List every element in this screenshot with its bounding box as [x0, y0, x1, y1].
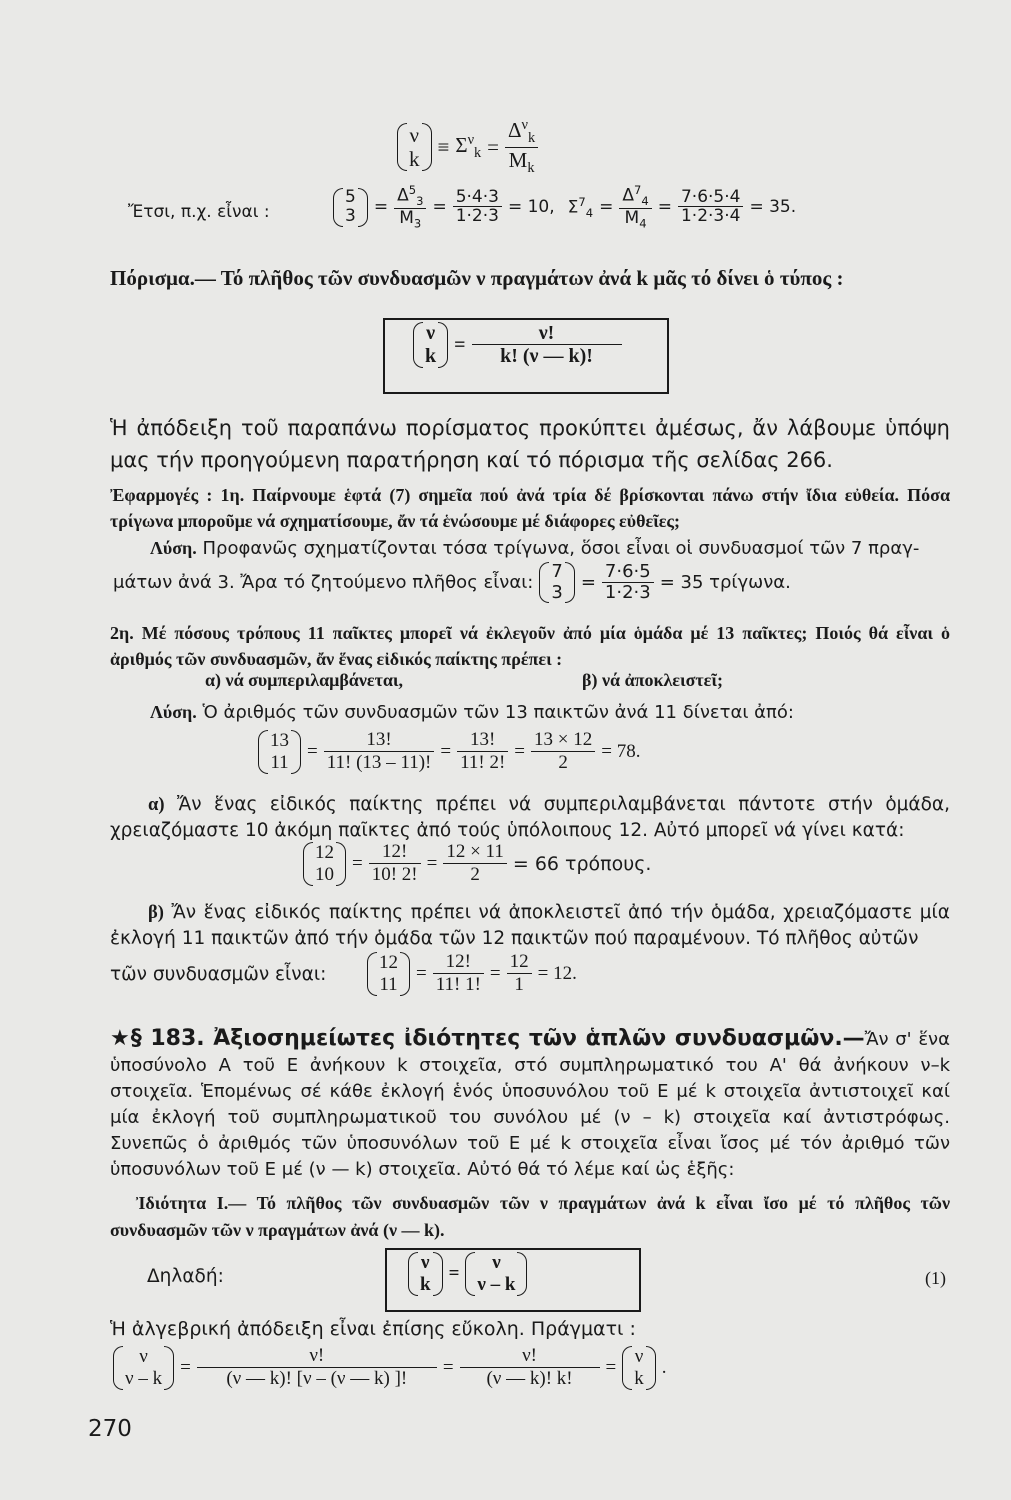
fraction: $\frac{5\cdot 4\cdot 3}{1\cdot 2\cdot 3}$ [453, 188, 502, 227]
formula-12-10: 12 10 = $\frac{12!}{10! 2!}$ = $\frac{12 \times 11}{2}$ = 66 τρόπους. [300, 842, 654, 886]
example-formula: 5 3 = $\frac{\Delta^5_3}{M_3}$ = $\frac{5\cdot 4\cdot 3}{1\cdot 2\cdot 3}$ = 10, $\Sigma^7_4$ = $\frac{\Delta^7_4}{M_4}$ = $\frac{7\cdot 6\cdot 5\cdot 4}{1\cdot 2\cdot 3\cdot 4}$ = 35. [330, 184, 799, 230]
fraction: $\frac{\Delta^\nu_k}{M_k}$ [505, 118, 538, 177]
binomial: ν k [408, 1252, 443, 1296]
fraction: $\frac{7\cdot 6\cdot 5\cdot 4}{1\cdot 2\cdot 3\cdot 4}$ [678, 188, 743, 227]
fraction: $\frac{7\cdot 6\cdot 5}{1\cdot 2\cdot 3}$ [602, 562, 654, 603]
binomial: ν ν – k [113, 1346, 174, 1390]
sigma-symbol: $\Sigma^\nu_k$ [455, 132, 482, 162]
fraction: $\frac{\Delta^7_4}{M_4}$ [619, 184, 651, 230]
formula-13-11: 13 11 = $\frac{13!}{11! (13 - 11)!}$ = $\frac{13!}{11! 2!}$ = $\frac{13 \times 12}{2}$ = 78. [255, 730, 643, 774]
fraction: $\frac{12!}{10! 2!}$ [369, 842, 421, 886]
page-number: 270 [88, 1416, 132, 1442]
algebraic-proof-formula: ν ν – k = $\frac{\nu!}{(\nu — k)! [\nu - (\nu — k) ]!}$ = $\frac{\nu!}{(\nu — k)! k!}$ = ν k . [110, 1346, 670, 1390]
property-1: Ἰδιότητα Ι.— Τό πλῆθος τῶν συνδυασμῶν τῶν ν πραγμάτων ἀνά k εἶναι ἴσο μέ τό πλῆθος τῶν συνδυασμῶν τῶν ν πραγμάτων ἀνά (ν — k). [110, 1193, 950, 1240]
porisma-paragraph: Πόρισμα.— Τό πλῆθος τῶν συνδυασμῶν ν πραγμάτων ἀνά k μᾶς τό δίνει ὁ τύπος : [110, 266, 844, 290]
fraction: $\frac{13!}{11! (13 - 11)!}$ [324, 730, 435, 774]
section-183-paragraph: ★§ 183. Ἀξιοσημείωτες ἰδιότητες τῶν ἁπλῶν συνδυασμῶν.—Ἄν σ' ἕνα ὑποσύνολο Α τοῦ Ε ἀνήκουν k στοιχεῖα, στό συμπληρωματικό του Α' θά ἀνήκουν ν–k στοιχεῖα. Ἑπομένως σέ κάθε ἐκλογή ἑνός ὑποσυνόλου τοῦ Ε μέ k στοιχεῖα ἀντιστοιχεῖ καί μία ἐκλογή τοῦ συμπληρωματικοῦ του συνόλου μέ (ν – k) στοιχεῖα καί ἀντιστρόφως. Συνεπῶς ὁ ἀριθμός τῶν ὑποσυνόλων τοῦ Ε μέ k στοιχεῖα εἶναι ἴσος μέ τόν ἀριθμό τῶν ὑποσυνόλων τοῦ Ε μέ (ν — k) στοιχεῖα. Αὐτό θά τό λέμε καί ὡς ἑξῆς: [110, 1026, 950, 1180]
binomial: 13 11 [258, 730, 301, 774]
fraction: $\frac{13 \times 12}{2}$ [531, 730, 595, 774]
solution-1-line1: Λύση. Προφανῶς σχηματίζονται τόσα τρίγωνα, ὅσοι εἶναι οἱ συνδυασμοί τῶν 7 πραγ- [150, 538, 920, 559]
fraction: $\frac{12 \times 11}{2}$ [443, 842, 507, 886]
case-b-paragraph: β) Ἄν ἕνας εἰδικός παίκτης πρέπει νά ἀποκλειστεῖ ἀπό τήν ὁμάδα, χρειαζόμαστε μία ἐκλογή 11 παικτῶν ἀπό τήν ὁμάδα τῶν 12 παικτῶν πού παραμένουν. Τό πλῆθος αὐτῶν [110, 902, 950, 949]
solution-2-line: Λύση. Ὁ ἀριθμός τῶν συνδυασμῶν τῶν 13 παικτῶν ἀνά 11 δίνεται ἀπό: [150, 702, 794, 723]
fraction: $\frac{\nu!}{k! (\nu — k)!}$ [472, 322, 622, 368]
case-a-paragraph: α) Ἄν ἕνας εἰδικός παίκτης πρέπει νά συμπεριλαμβάνεται πάντοτε στήν ὁμάδα, χρειαζόμαστε 10 ἀκόμη παῖκτες ἀπό τούς ὑπόλοιπους 12. Αὐτό μπορεῖ νά γίνει κατά: [110, 794, 951, 841]
example-intro: Ἔτσι, π.χ. εἶναι : [128, 202, 270, 222]
binomial: ν k [622, 1346, 656, 1390]
fraction: $\frac{\nu!}{(\nu — k)! [\nu - (\nu — k) ]!}$ [197, 1346, 437, 1390]
boxed-identity-content: ν k = ν ν – k [405, 1252, 530, 1296]
binomial: 7 3 [539, 562, 574, 603]
algebraic-proof-text: Ἡ ἀλγεβρική ἀπόδειξη εἶναι ἐπίσης εὔκολη. Πράγματι : [110, 1318, 636, 1340]
binomial: 12 10 [303, 842, 346, 886]
solution-1-line2: μάτων ἀνά 3. Ἄρα τό ζητούμενο πλῆθος εἶναι: 7 3 = $\frac{7\cdot 6\cdot 5}{1\cdot 2\cdot 3}$ = 35 τρίγωνα. [113, 561, 791, 603]
fraction: $\frac{\nu!}{(\nu — k)! k!}$ [460, 1346, 600, 1390]
fraction: $\frac{13!}{11! 2!}$ [457, 730, 508, 774]
fraction: $\frac{\Delta^5_3}{M_3}$ [394, 184, 426, 230]
application-2-b: β) νά ἀποκλειστεῖ; [582, 670, 723, 690]
formula-12-11: 12 11 = $\frac{12!}{11! 1!}$ = $\frac{12}{1}$ = 12. [364, 952, 580, 996]
formula-definition: ν k ≡ $\Sigma^\nu_k$ = $\frac{\Delta^\nu_k}{M_k}$ [394, 118, 541, 177]
binomial: 12 11 [367, 952, 410, 996]
binomial: ν k [397, 123, 432, 171]
proof-paragraph: Ἡ ἀπόδειξη τοῦ παραπάνω πορίσματος προκύπτει ἀμέσως, ἄν λάβουμε ὑπόψη μας τήν προηγούμενη παρατήρηση καί τό πόρισμα τῆς σελίδας 266. [110, 416, 950, 472]
section-heading: ★§ 183. Ἀξιοσημείωτες ἰδιότητες τῶν ἁπλῶν συνδυασμῶν.— [110, 1026, 865, 1051]
boxed-formula-content: ν k = $\frac{\nu!}{k! (\nu — k)!}$ [410, 322, 625, 368]
binomial: ν k [413, 322, 448, 368]
binomial: 5 3 [333, 188, 368, 227]
application-2: 2η. Μέ πόσους τρόπους 11 παῖκτες μπορεῖ νά ἐκλεγοῦν ἀπό μία ὁμάδα μέ 13 παῖκτες; Ποιός θά εἶναι ὁ ἀριθμός τῶν συνδυασμῶν, ἄν ἕνας εἰδικός παίκτης πρέπει : [110, 623, 950, 669]
dilady-label: Δηλαδή: [147, 1266, 224, 1287]
binomial: ν ν – k [465, 1252, 527, 1296]
case-b-line3: τῶν συνδυασμῶν εἶναι: [110, 964, 327, 985]
equation-number: (1) [925, 1268, 946, 1288]
fraction: $\frac{12}{1}$ [507, 952, 532, 996]
fraction: $\frac{12!}{11! 1!}$ [433, 952, 484, 996]
application-1: Ἐφαρμογές : 1η. Παίρνουμε ἑφτά (7) σημεῖα πού ἀνά τρία δέ βρίσκονται πάνω στήν ἴδια εὐθεία. Πόσα τρίγωνα μποροῦμε νά σχηματίσουμε, ἄν τά ἑνώσουμε μέ διάφορες εὐθεῖες; [110, 485, 950, 531]
application-2-a: α) νά συμπεριλαμβάνεται, [205, 670, 404, 690]
